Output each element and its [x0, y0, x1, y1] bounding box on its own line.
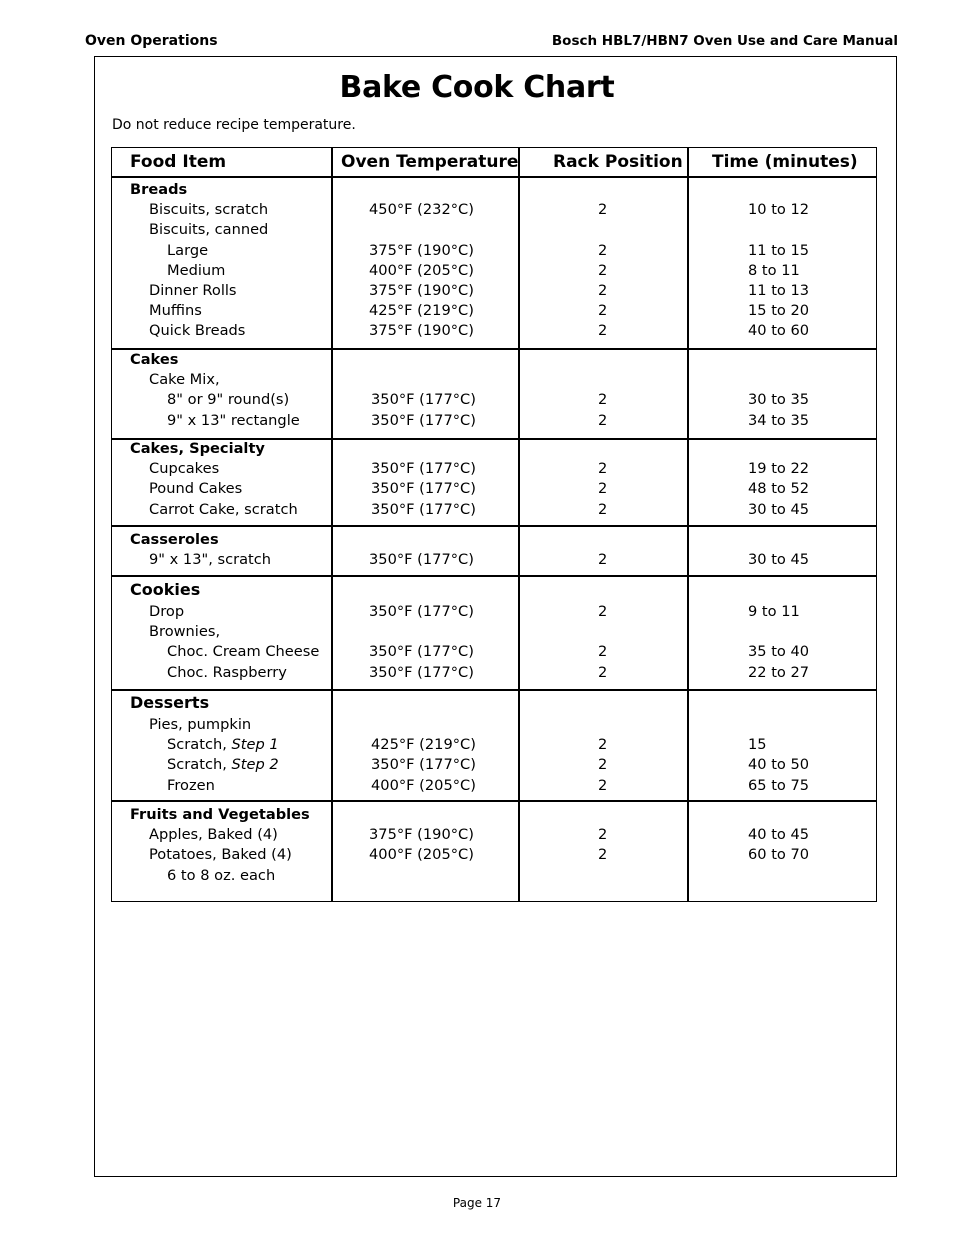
cook-time: 65 to 75 — [748, 776, 810, 794]
step-label: Step 1 — [231, 736, 279, 754]
oven-temp: 400°F (205°C) — [369, 846, 474, 864]
oven-temp: 350°F (177°C) — [371, 756, 476, 774]
food-item: Cupcakes — [149, 460, 220, 478]
food-item: Pies, pumpkin — [149, 716, 252, 733]
cook-time: 40 to 50 — [748, 756, 810, 774]
rack-group-cakes — [598, 390, 607, 430]
temp-group-cakes-specialty — [371, 459, 476, 520]
rack-position: 2 — [598, 201, 608, 219]
temp-group-fruits-vegetables — [369, 825, 474, 865]
oven-temp: 350°F (177°C) — [369, 551, 474, 569]
category-label: Cookies — [130, 580, 201, 599]
food-item: Large — [167, 241, 209, 259]
bake-cook-table — [111, 147, 877, 902]
cook-time: 34 to 35 — [748, 411, 810, 429]
food-item: Apples, Baked (4) — [149, 826, 278, 844]
food-item: Choc. Cream Cheese — [167, 643, 320, 661]
food-item: Muffins — [149, 302, 202, 320]
manual-title: Bosch HBL7/HBN7 Oven Use and Care Manual — [551, 33, 898, 49]
col-header-food-item: Food Item — [130, 152, 227, 172]
cook-time: 48 to 52 — [748, 480, 810, 498]
cook-time: 40 to 60 — [748, 322, 810, 340]
time-group-breads — [748, 200, 809, 341]
cook-time: 19 to 22 — [748, 460, 810, 478]
food-item: 6 to 8 oz. each — [167, 866, 276, 884]
food-item: Cake Mix, — [149, 371, 220, 389]
time-group-desserts — [748, 735, 809, 796]
oven-temp: 350°F (177°C) — [371, 391, 476, 409]
time-group-fruits-vegetables — [748, 825, 809, 865]
cook-time: 30 to 45 — [748, 551, 810, 569]
rack-position: 2 — [598, 261, 608, 279]
food-item: Scratch, — [167, 756, 227, 774]
rack-position: 2 — [598, 736, 608, 754]
category-label: Cakes, Specialty — [130, 440, 265, 457]
rack-position: 2 — [598, 460, 608, 478]
rack-position: 2 — [598, 756, 608, 774]
rack-position: 2 — [598, 643, 608, 661]
rack-position: 2 — [598, 302, 608, 320]
row-separator — [112, 525, 876, 527]
oven-temp: 400°F (205°C) — [369, 261, 474, 279]
rack-group-casseroles — [598, 550, 607, 570]
food-item-with-step — [130, 735, 279, 755]
col-header-time: Time (minutes) — [712, 152, 858, 172]
oven-temp: 400°F (205°C) — [371, 776, 476, 794]
cook-time: 11 to 15 — [748, 241, 810, 259]
row-separator — [112, 689, 876, 691]
rack-group-cakes-specialty — [598, 459, 607, 520]
oven-temp: 375°F (190°C) — [369, 826, 474, 844]
food-item: Dinner Rolls — [149, 282, 237, 300]
temp-group-casseroles — [369, 550, 474, 570]
food-item: 8" or 9" round(s) — [167, 391, 290, 409]
food-item-group-fruits-vegetables — [130, 805, 310, 886]
temperature-note: Do not reduce recipe temperature. — [112, 117, 356, 133]
food-item: Biscuits, canned — [149, 221, 269, 239]
row-separator — [112, 800, 876, 802]
category-label: Cakes — [130, 351, 179, 368]
food-item: Brownies, — [149, 623, 221, 641]
food-item: Frozen — [167, 776, 215, 794]
rack-position: 2 — [598, 241, 608, 259]
col-header-oven-temperature: Oven Temperature — [341, 152, 519, 172]
food-item: Pound Cakes — [149, 480, 243, 498]
rack-position: 2 — [598, 500, 608, 518]
time-group-cakes — [748, 390, 809, 430]
cook-time: 10 to 12 — [748, 201, 810, 219]
food-item: Potatoes, Baked (4) — [149, 846, 292, 864]
rack-group-breads — [598, 200, 607, 341]
rack-position: 2 — [598, 603, 608, 620]
time-group-cakes-specialty — [748, 459, 809, 520]
food-item-group-cookies — [130, 580, 319, 683]
rack-position: 2 — [598, 281, 608, 299]
time-group-casseroles — [748, 550, 809, 570]
cook-time: 8 to 11 — [748, 261, 800, 279]
oven-temp: 350°F (177°C) — [371, 500, 476, 518]
food-item: Choc. Raspberry — [167, 663, 287, 681]
rack-position: 2 — [598, 663, 608, 681]
oven-temp: 375°F (190°C) — [369, 322, 474, 340]
oven-temp: 350°F (177°C) — [371, 411, 476, 429]
col-header-rack-position: Rack Position — [553, 152, 683, 172]
cook-time: 30 to 45 — [748, 500, 810, 518]
food-item: Scratch, — [167, 736, 227, 754]
oven-temp: 350°F (177°C) — [369, 603, 474, 620]
rack-position: 2 — [598, 322, 608, 340]
rack-position: 2 — [598, 391, 608, 409]
category-label: Casseroles — [130, 531, 219, 548]
rack-position: 2 — [598, 480, 608, 498]
oven-temp: 425°F (219°C) — [369, 302, 474, 320]
oven-temp: 350°F (177°C) — [371, 460, 476, 478]
rack-position: 2 — [598, 551, 608, 569]
category-label: Fruits and Vegetables — [130, 806, 310, 823]
food-item-with-step — [130, 755, 279, 775]
rack-group-cookies — [598, 602, 607, 683]
rack-position: 2 — [598, 776, 608, 794]
cook-time: 22 to 27 — [748, 663, 810, 681]
food-item: Medium — [167, 261, 226, 279]
food-item-group-breads — [130, 180, 268, 342]
food-item-group-casseroles — [130, 530, 271, 570]
oven-temp: 375°F (190°C) — [369, 281, 474, 299]
rack-group-desserts — [598, 735, 607, 796]
temp-group-desserts — [371, 735, 476, 796]
step-label: Step 2 — [231, 756, 279, 774]
temp-group-cookies — [369, 602, 474, 683]
oven-temp: 450°F (232°C) — [369, 201, 474, 219]
row-separator — [112, 575, 876, 577]
food-item: Carrot Cake, scratch — [149, 500, 298, 518]
cook-time: 30 to 35 — [748, 391, 810, 409]
rack-group-fruits-vegetables — [598, 825, 607, 865]
oven-temp: 350°F (177°C) — [371, 480, 476, 498]
food-item: Biscuits, scratch — [149, 201, 269, 219]
section-header: Oven Operations — [85, 33, 218, 49]
category-label: Breads — [130, 181, 188, 198]
cook-time: 15 — [748, 736, 767, 754]
row-separator — [112, 176, 876, 178]
rack-position: 2 — [598, 826, 608, 844]
food-item-group-cakes — [130, 350, 300, 431]
page-title: Bake Cook Chart — [339, 70, 615, 105]
cook-time: 35 to 40 — [748, 643, 810, 661]
oven-temp: 425°F (219°C) — [371, 736, 476, 754]
food-item: 9" x 13" rectangle — [167, 411, 300, 429]
cook-time: 15 to 20 — [748, 302, 810, 320]
rack-position: 2 — [598, 411, 608, 429]
cook-time: 40 to 45 — [748, 826, 810, 844]
cook-time: 60 to 70 — [748, 846, 810, 864]
food-item-group-cakes-specialty — [130, 439, 298, 520]
oven-temp: 350°F (177°C) — [369, 643, 474, 661]
food-item-group-desserts — [130, 693, 279, 796]
category-label: Desserts — [130, 693, 210, 712]
food-item: Quick Breads — [149, 322, 246, 340]
temp-group-cakes — [371, 390, 476, 430]
oven-temp: 375°F (190°C) — [369, 241, 474, 259]
food-item: 9" x 13", scratch — [149, 551, 272, 569]
food-item: Drop — [149, 603, 185, 620]
oven-temp: 350°F (177°C) — [369, 663, 474, 681]
temp-group-breads — [369, 200, 474, 341]
time-group-cookies — [748, 602, 809, 683]
cook-time: 9 to 11 — [748, 603, 800, 620]
cook-time: 11 to 13 — [748, 281, 810, 299]
rack-position: 2 — [598, 846, 608, 864]
page-number: Page 17 — [452, 1196, 502, 1210]
